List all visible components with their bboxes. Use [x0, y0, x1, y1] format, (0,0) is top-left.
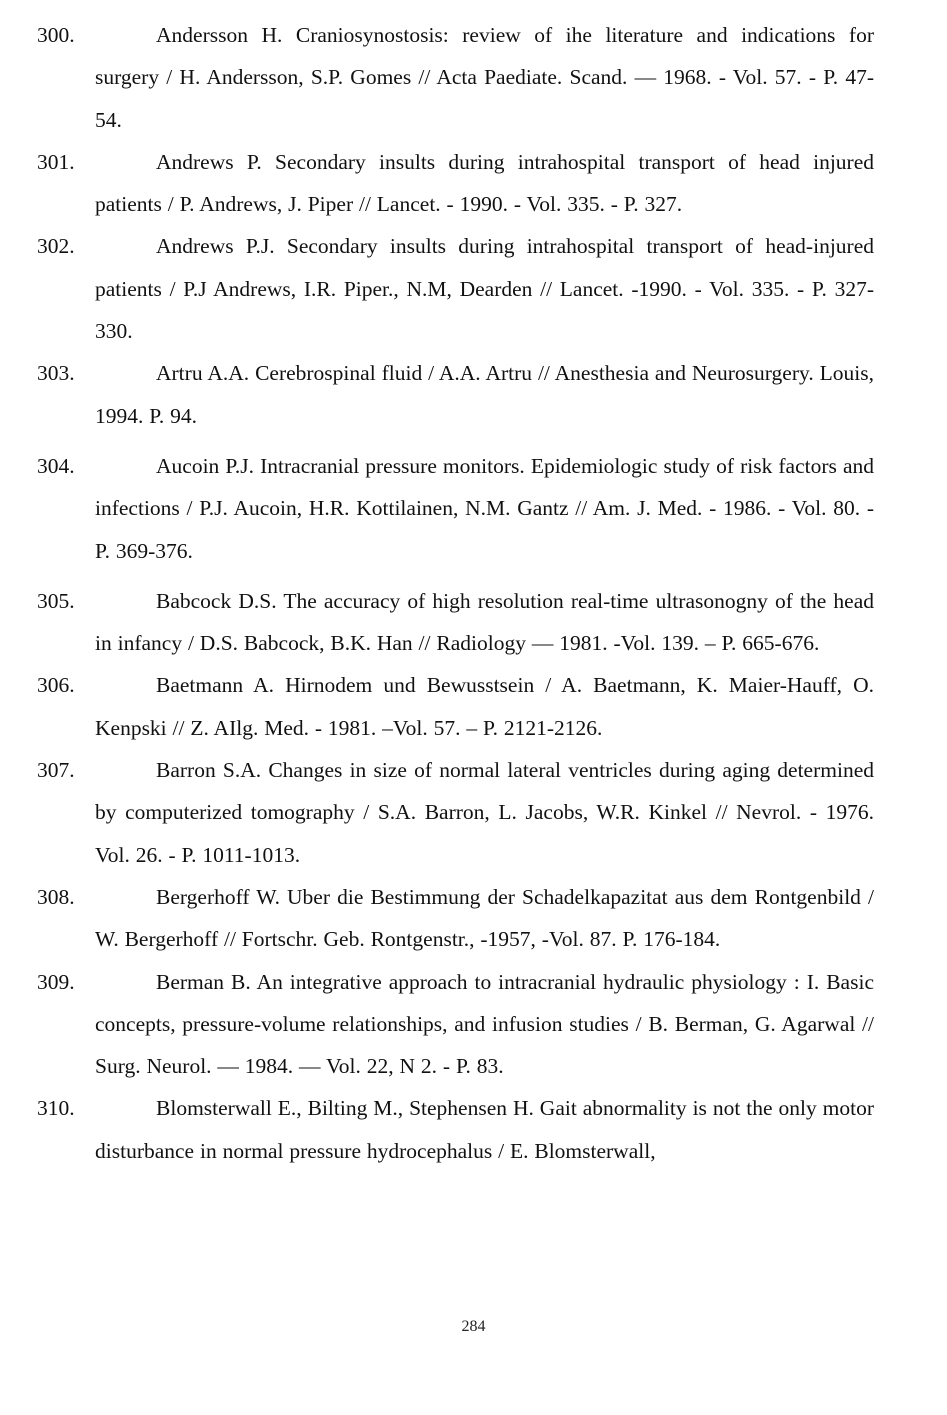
reference-text: Babcock D.S. The accuracy of high resolution real-time ultrasonogny of the head in infancy / D.S. Babcock, B.K. Han // Radiology — 1981. -Vol. 139. – P. 665-676.	[95, 588, 874, 656]
reference-number: 300.	[37, 23, 75, 47]
reference-number: 303.	[37, 361, 75, 386]
reference-number: 307.	[37, 758, 75, 783]
reference-item	[37, 580, 874, 665]
reference-number: 302.	[37, 234, 75, 259]
reference-text: Barron S.A. Changes in size of normal lateral ventricles during aging determined by computerized tomography / S.A. Barron, L. Jacobs, W.R. Kinkel // Nevrol. - 1976. Vol. 26. - P. 1011-1013.	[95, 758, 874, 867]
reference-item	[37, 445, 874, 572]
reference-item	[37, 352, 874, 437]
reference-text: Andrews P.J. Secondary insults during intrahospital transport of head-injured patients / P.J Andrews, I.R. Piper., N.M, Dearden // Lancet. -1990. - Vol. 335. - P. 327-330.	[95, 234, 874, 344]
reference-text: Aucoin P.J. Intracranial pressure monitors. Epidemiologic study of risk factors and infections / P.J. Aucoin, H.R. Kottilainen, N.M. Gantz // Am. J. Med. - 1986. - Vol. 80. - P. 369-376.	[95, 453, 874, 563]
reference-text: Berman B. An integrative approach to intracranial hydraulic physiology : I. Basic concepts, pressure-volume relationships, and infusion studies / B. Berman, G. Agarwal // Surg. Neurol. — 1984. — Vol. 22, N 2. - P. 83.	[95, 969, 874, 1079]
reference-number: 310.	[37, 1096, 75, 1121]
reference-text: Andrews P. Secondary insults during intrahospital transport of head injured patients / P. Andrews, J. Piper // Lancet. - 1990. - Vol. 335. - P. 327.	[95, 149, 874, 217]
reference-number: 306.	[37, 673, 75, 698]
reference-list	[37, 14, 874, 1172]
reference-text: Baetmann A. Hirnodem und Bewusstsein / A. Baetmann, K. Maier-Hauff, O. Kenpski // Z. AIlg. Med. - 1981. –Vol. 57. – P. 2121-2126.	[95, 673, 874, 740]
reference-item	[37, 1087, 874, 1172]
reference-text: Blomsterwall E., Bilting M., Stephensen H. Gait abnormality is not the only motor disturbance in normal pressure hydrocephalus / E. Blomsterwall,	[95, 1096, 874, 1163]
reference-text: Andersson H. Craniosynostosis: review of ihe literature and indications for surgery / H. Andersson, S.P. Gomes // Acta Paediate. Scand. — 1968. - Vol. 57. - P. 47-54.	[95, 23, 874, 132]
page-number: 284	[461, 1318, 486, 1335]
reference-number: 308.	[37, 884, 75, 909]
reference-text: Artru A.A. Cerebrospinal fluid / A.A. Artru // Anesthesia and Neurosurgery. Louis, 1994. P. 94.	[95, 361, 874, 428]
reference-item	[37, 141, 874, 226]
reference-number: 301.	[37, 149, 75, 174]
reference-item	[37, 664, 874, 749]
reference-item	[37, 14, 874, 141]
reference-item	[37, 225, 874, 352]
reference-number: 305.	[37, 588, 75, 613]
reference-item	[37, 749, 874, 876]
reference-item	[37, 961, 874, 1088]
reference-number: 309.	[37, 969, 75, 994]
reference-number: 304.	[37, 453, 75, 478]
reference-item	[37, 876, 874, 961]
reference-text: Bergerhoff W. Uber die Bestimmung der Schadelkapazitat aus dem Rontgenbild / W. Bergerhoff // Fortschr. Geb. Rontgenstr., -1957, -Vol. 87. P. 176-184.	[95, 884, 874, 952]
